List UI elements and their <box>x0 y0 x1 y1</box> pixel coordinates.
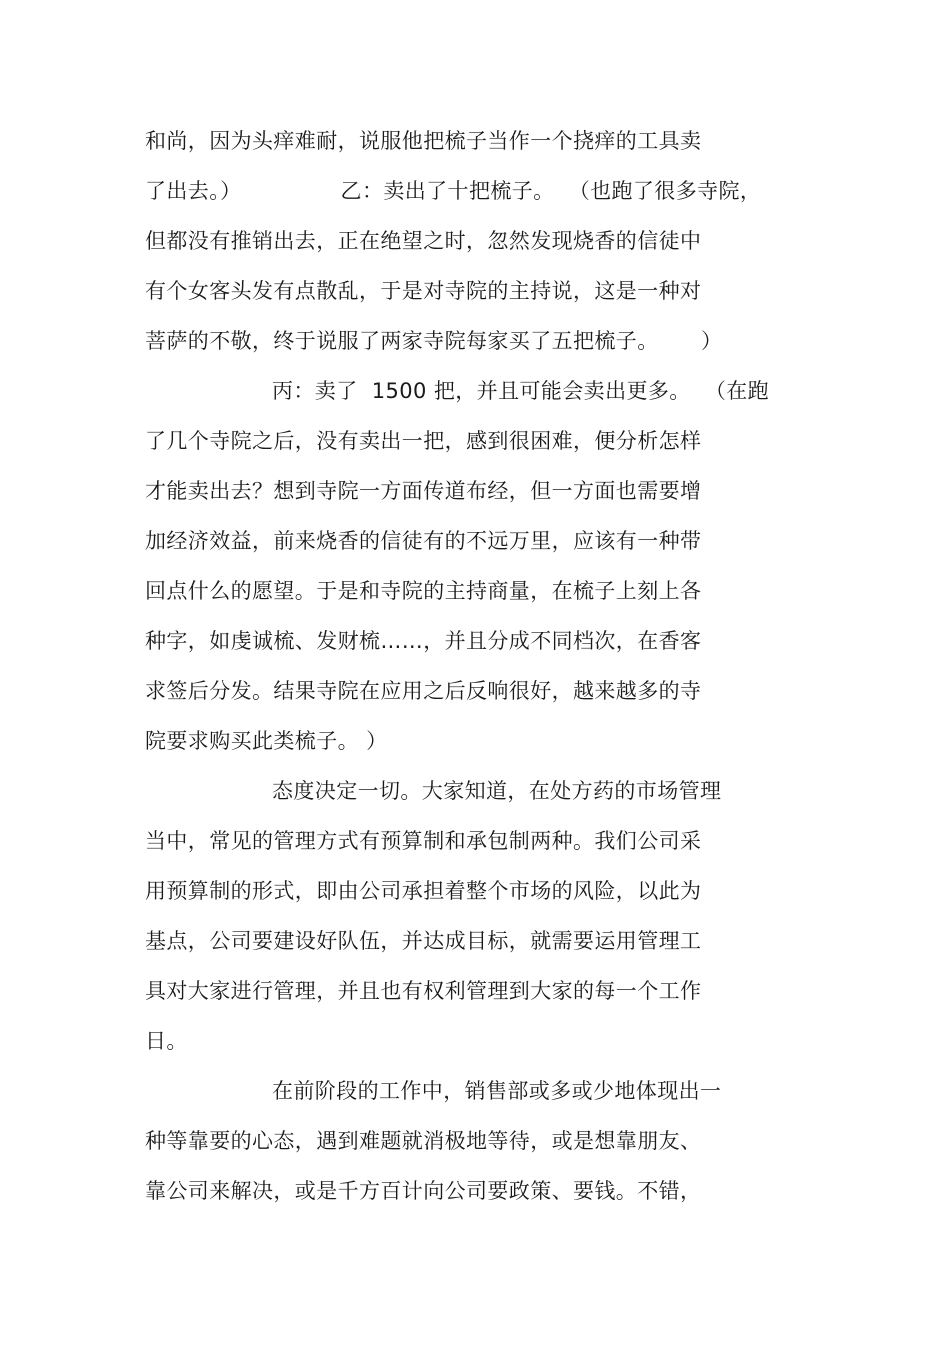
text-line-5: 菩萨的不敬，终于说服了两家寺院每家买了五把梳子。 ） <box>145 329 723 353</box>
text-line-20: 在前阶段的工作中，销售部或多或少地体现出一 <box>272 1079 722 1103</box>
text-line-16: 用预算制的形式，即由公司承担着整个市场的风险，以此为 <box>145 879 702 903</box>
text-line-22: 靠公司来解决，或是千方百计向公司要政策、要钱。不错， <box>145 1179 702 1203</box>
text-line-8: 才能卖出去？想到寺院一方面传道布经，但一方面也需要增 <box>145 479 702 503</box>
text-line-2: 了出去。） 乙：卖出了十把梳子。 （也跑了很多寺院， <box>145 179 762 203</box>
text-line-9: 加经济效益，前来烧香的信徒有的不远万里，应该有一种带 <box>145 529 702 553</box>
text-line-10: 回点什么的愿望。于是和寺院的主持商量，在梳子上刻上各 <box>145 579 702 603</box>
text-line-6: 丙：卖了 1500 把，并且可能会卖出更多。 （在跑 <box>272 379 770 403</box>
text-line-12: 求签后分发。结果寺院在应用之后反响很好，越来越多的寺 <box>145 679 702 703</box>
text-line-18: 具对大家进行管理，并且也有权利管理到大家的每一个工作 <box>145 979 702 1003</box>
text-line-4: 有个女客头发有点散乱，于是对寺院的主持说，这是一种对 <box>145 279 702 303</box>
text-line-21: 种等靠要的心态，遇到难题就消极地等待，或是想靠朋友、 <box>145 1129 702 1153</box>
text-line-13: 院要求购买此类梳子。 ） <box>145 729 388 753</box>
text-line-19: 日。 <box>145 1029 188 1053</box>
text-line-3: 但都没有推销出去，正在绝望之时，忽然发现烧香的信徒中 <box>145 229 702 253</box>
text-line-7: 了几个寺院之后，没有卖出一把，感到很困难，便分析怎样 <box>145 429 702 453</box>
text-line-11: 种字，如虔诚梳、发财梳……，并且分成不同档次，在香客 <box>145 629 702 653</box>
text-line-15: 当中，常见的管理方式有预算制和承包制两种。我们公司采 <box>145 829 702 853</box>
text-line-17: 基点，公司要建设好队伍，并达成目标，就需要运用管理工 <box>145 929 702 953</box>
text-line-1: 和尚，因为头痒难耐，说服他把梳子当作一个挠痒的工具卖 <box>145 129 702 153</box>
text-line-14: 态度决定一切。大家知道，在处方药的市场管理 <box>272 779 722 803</box>
